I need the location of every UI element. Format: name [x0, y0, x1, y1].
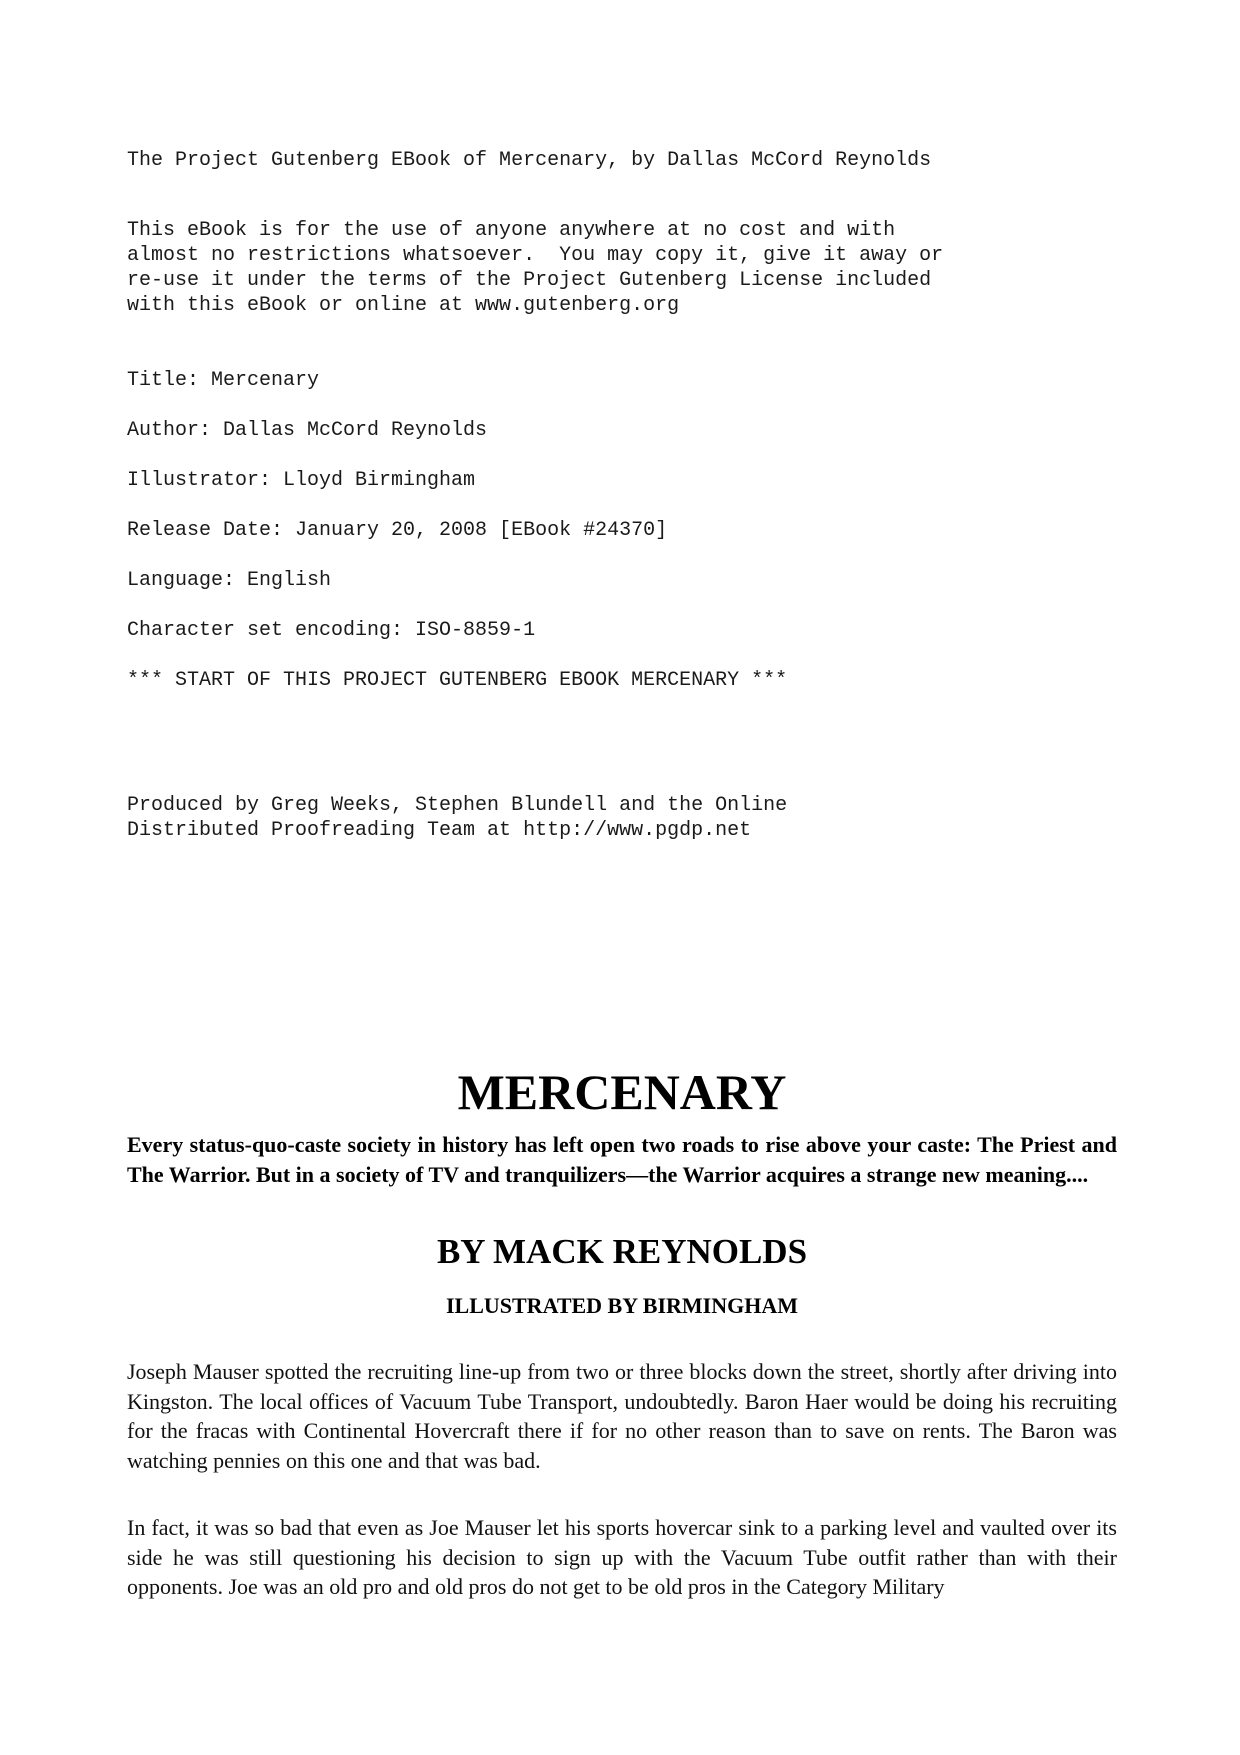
story-blurb: Every status-quo-caste society in history has left open two roads to rise above your caste: The Priest and The Warrior. But in a society of TV and tranquilizers—the Warrior acquires a strange new meaning.... [127, 1132, 1117, 1187]
meta-release-date: Release Date: January 20, 2008 [EBook #24370] [127, 519, 668, 542]
meta-illustrator: Illustrator: Lloyd Birmingham [127, 469, 476, 492]
story-byline: BY MACK REYNOLDS [436, 1232, 808, 1271]
start-marker: *** START OF THIS PROJECT GUTENBERG EBOOK MERCENARY *** [127, 669, 788, 692]
license-text: This eBook is for the use of anyone anywhere at no cost and with almost no restrictions whatsoever. You may copy it, give it away or re-use it under the terms of the Project Gutenberg License included with this eBook or online at www.gutenberg.org [127, 219, 944, 317]
header-line: The Project Gutenberg EBook of Mercenary, by Dallas McCord Reynolds [127, 149, 932, 172]
story-title: MERCENARY [457, 1064, 787, 1120]
illustrated-by: ILLUSTRATED BY BIRMINGHAM [445, 1293, 799, 1318]
meta-title: Title: Mercenary [127, 369, 320, 392]
meta-language: Language: English [127, 569, 332, 592]
credits: Produced by Greg Weeks, Stephen Blundell and the Online Distributed Proofreading Team at http://www.pgdp.net [127, 794, 788, 842]
paragraph: In fact, it was so bad that even as Joe Mauser let his sports hovercar sink to a parking level and vaulted over its side he was still questioning his decision to sign up with the Vacuum Tube outfit rather than with their opponents. Joe was an old pro and old pros do not get to be old pros in the Category Military [127, 1515, 1117, 1599]
meta-encoding: Character set encoding: ISO-8859-1 [127, 619, 536, 642]
meta-author: Author: Dallas McCord Reynolds [127, 419, 488, 442]
paragraph: Joseph Mauser spotted the recruiting line-up from two or three blocks down the street, shortly after driving into Kingston. The local offices of Vacuum Tube Transport, undoubtedly. Baron Haer would be doing his recruiting for the fracas with Continental Hovercraft there if for no other reason than to save on rents. The Baron was watching pennies on this one and that was bad. [127, 1359, 1117, 1473]
